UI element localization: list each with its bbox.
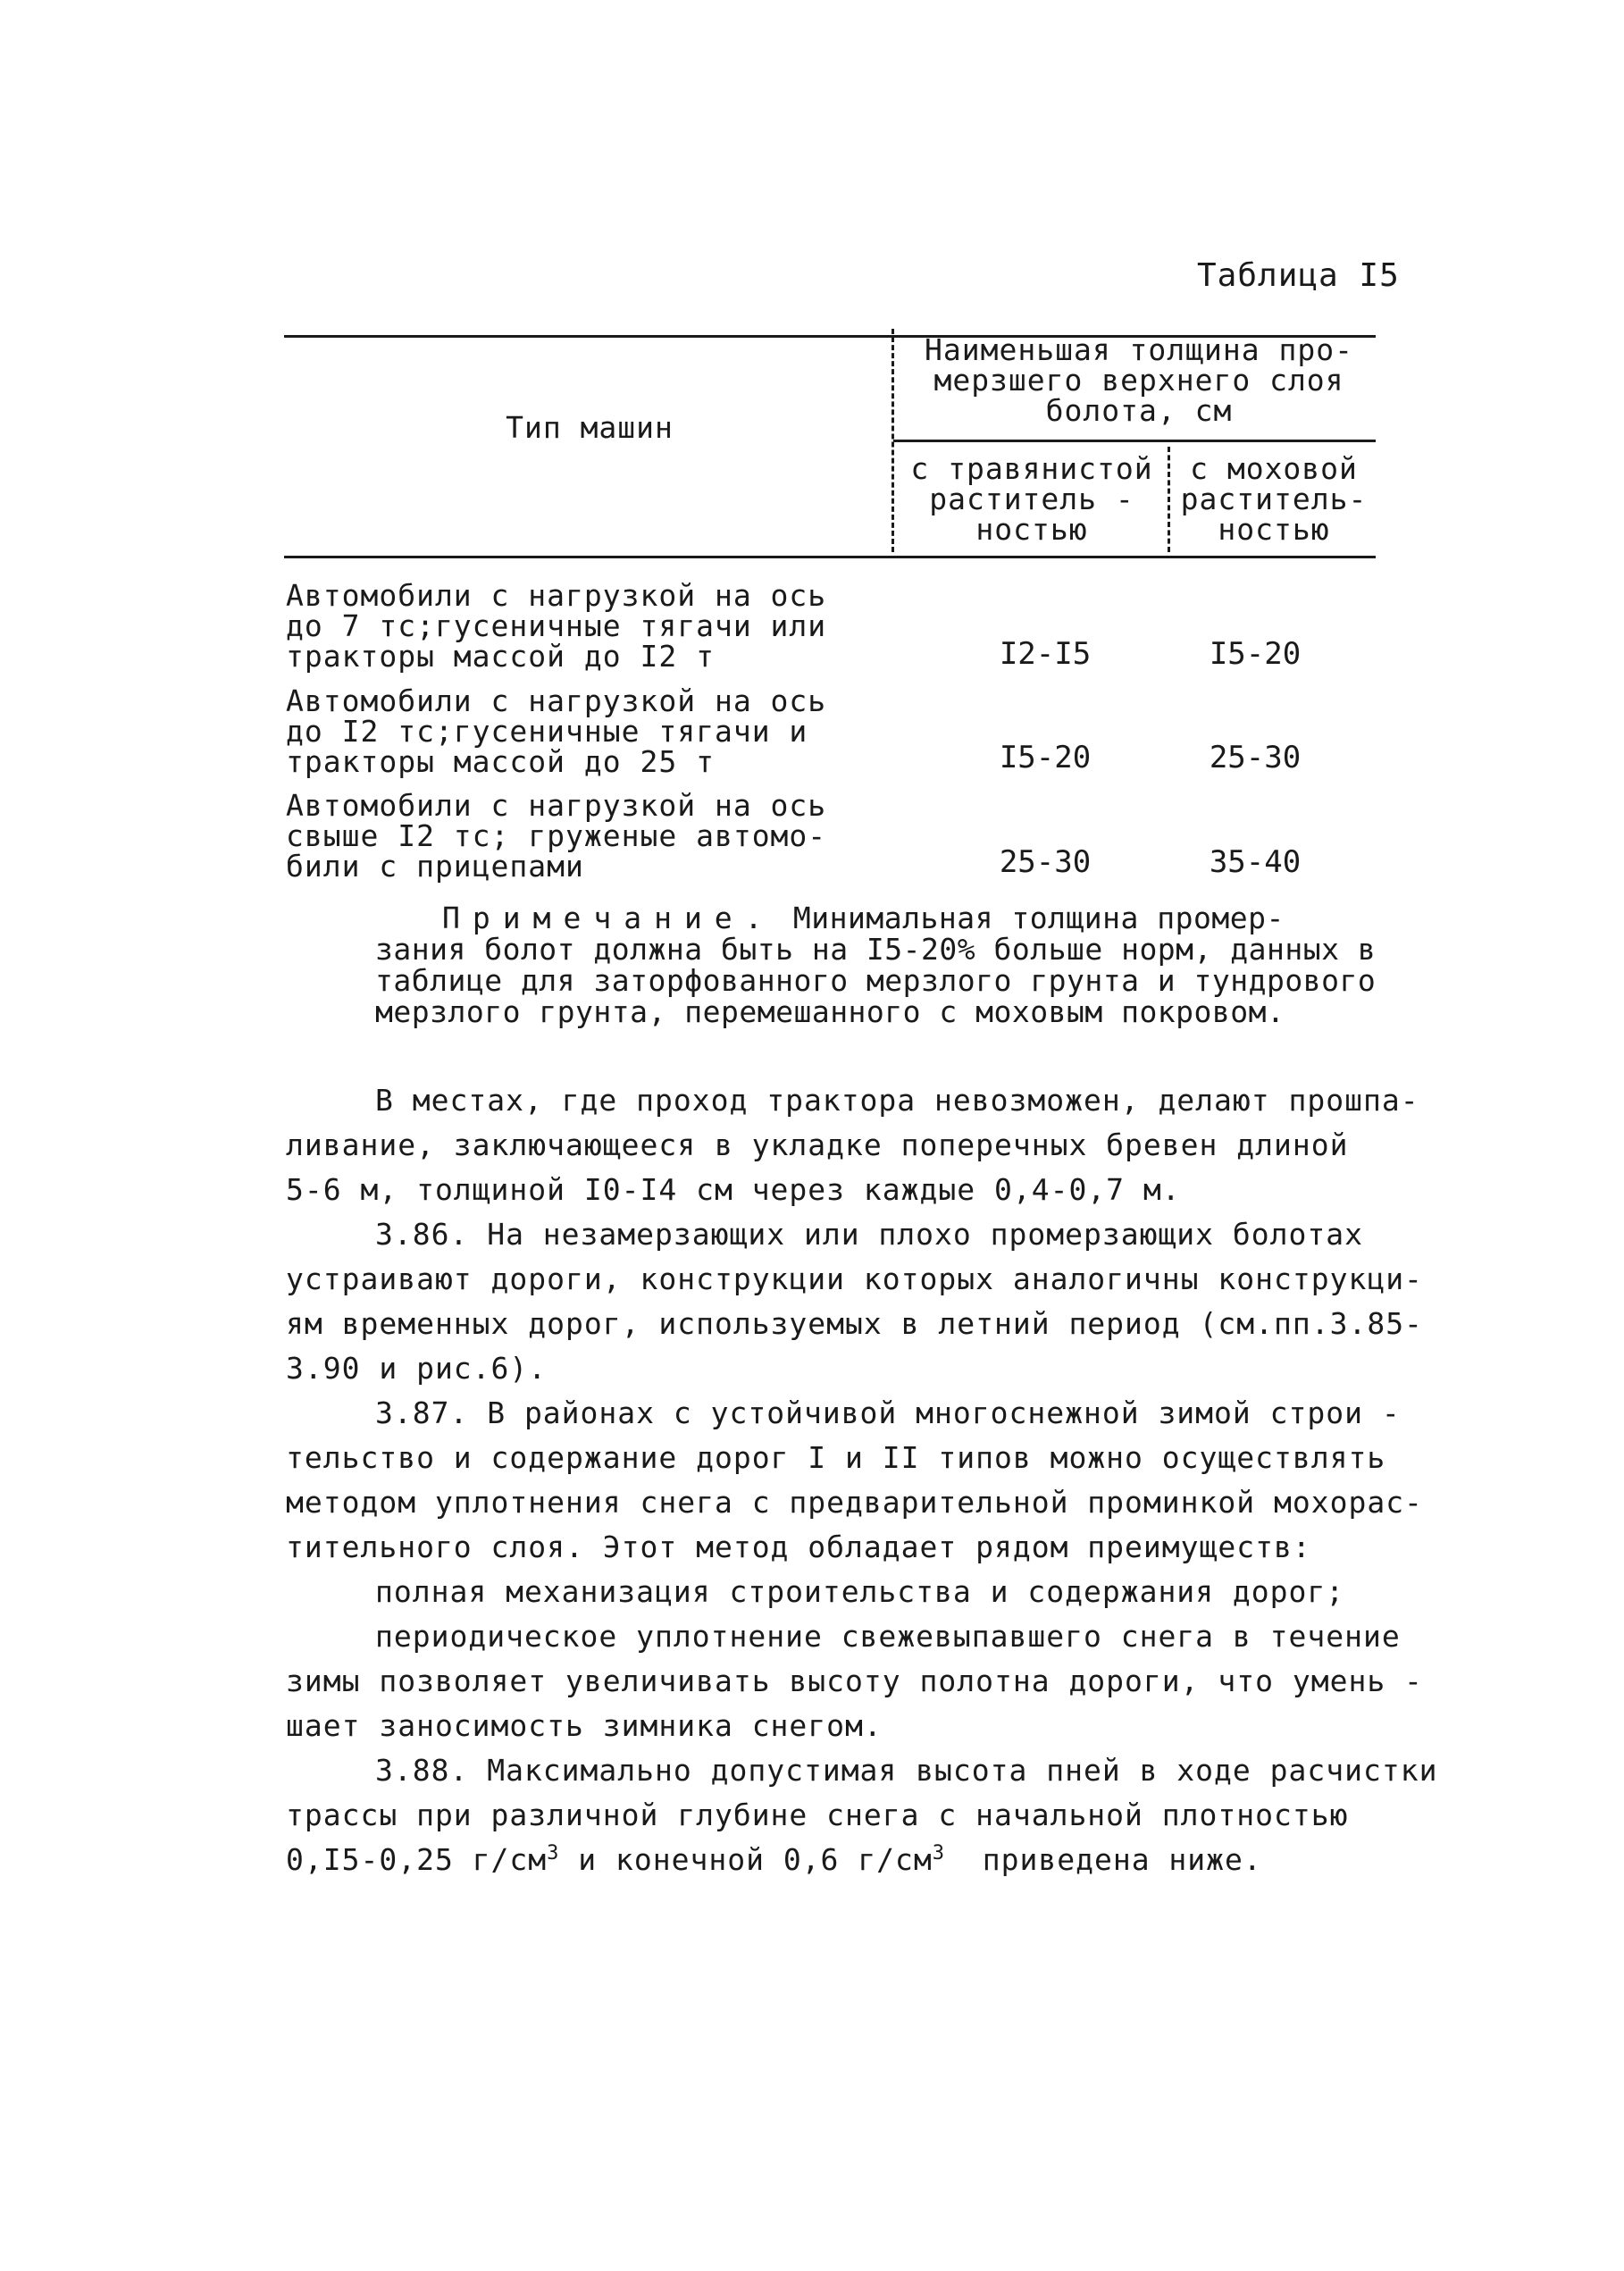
note-first-line [442, 902, 1402, 934]
subheader-vertical-divider [1168, 447, 1170, 552]
paragraph-line: зимы позволяет увеличивать высоту полотна дороги, что умень - [286, 1663, 1423, 1698]
table-row-2-type [286, 683, 840, 779]
row-text-line: до 7 тс;гусеничные тягачи или [286, 608, 827, 643]
row-text-line: до I2 тс;гусеничные тягачи и [286, 714, 808, 749]
table-row-3-grass: 25-30 [999, 844, 1092, 880]
subheader-line: раститель - [929, 482, 1134, 516]
row-text-line: свыше I2 тс; груженые автомо- [286, 818, 827, 853]
paragraph-line: ливание, заключающееся в укладке поперечных бревен длиной [286, 1127, 1349, 1162]
note-line: мерзлого грунта, перемешанного с моховым покровом. [375, 994, 1285, 1029]
table-caption: Таблица I5 [1197, 257, 1400, 294]
subheader-line: с моховой [1190, 451, 1358, 486]
paragraph-line: методом уплотнения снега с предварительной проминкой мохорас- [286, 1485, 1423, 1520]
paragraph-line: В местах, где проход трактора невозможен, делают прошпа- [375, 1083, 1419, 1118]
header-line: мерзшего верхнего слоя [933, 363, 1344, 398]
header-min-thickness [902, 332, 1376, 428]
density-text: приведена ниже. [945, 1842, 1262, 1877]
subheader-grass [898, 451, 1166, 547]
subheader-moss [1172, 451, 1376, 547]
table-row-2-grass: I5-20 [999, 740, 1092, 775]
paragraph-line: 3.87. В районах с устойчивой многоснежной зимой строи - [375, 1395, 1401, 1430]
table-row-1-grass: I2-I5 [999, 636, 1092, 672]
row-text-line: тракторы массой до I2 т [286, 639, 715, 674]
row-text-line: били с прицепами [286, 849, 584, 884]
subheader-line: раститель- [1180, 482, 1368, 516]
header-line: Наименьшая толщина про- [925, 332, 1353, 367]
note-text: Минимальная толщина промер- [774, 901, 1285, 935]
row-text-line: тракторы массой до 25 т [286, 744, 715, 779]
row-text-line: Автомобили с нагрузкой на ось [286, 788, 827, 823]
paragraph-line: устраивают дороги, конструкции которых аналогичны конструкци- [286, 1261, 1423, 1296]
subheader-line: ностью [1218, 512, 1330, 547]
table-row-1-type [286, 578, 840, 674]
header-bottom-rule [284, 556, 1376, 558]
paragraph-line: 5-6 м, толщиной I0-I4 см через каждые 0,4-0,7 м. [286, 1172, 1181, 1207]
header-split-rule [893, 440, 1376, 442]
row-text-line: Автомобили с нагрузкой на ось [286, 578, 827, 613]
paragraph-line: периодическое уплотнение свежевыпавшего снега в течение [375, 1619, 1401, 1654]
paragraph-line: тельство и содержание дорог I и II типов можно осуществлять [286, 1440, 1386, 1475]
paragraph-line: ям временных дорог, используемых в летний период (см.пп.3.85- [286, 1306, 1423, 1341]
table-row-3-type [286, 788, 840, 884]
subheader-line: ностью [975, 512, 1088, 547]
header-line: болота, см [1045, 393, 1233, 428]
paragraph-line: трассы при различной глубине снега с начальной плотностью [286, 1798, 1349, 1832]
paragraph-line: 3.90 и рис.6). [286, 1351, 548, 1386]
paragraph-line: полная механизация строительства и содержания дорог; [375, 1574, 1345, 1609]
paragraph-line: тительного слоя. Этот метод обладает рядом преимуществ: [286, 1529, 1311, 1564]
paragraph-line: 3.88. Максимально допустимая высота пней в ходе расчистки [375, 1753, 1438, 1788]
subheader-line: с травянистой [910, 451, 1153, 486]
density-text: и конечной 0,6 г/см [559, 1842, 933, 1877]
paragraph-line: 3.86. На незамерзающих или плохо промерзающих болотах [375, 1217, 1363, 1252]
header-machine-type: Тип машин [506, 410, 674, 445]
paragraph-line-density [286, 1838, 1411, 1882]
density-text: 0,I5-0,25 г/см [286, 1842, 548, 1877]
superscript: 3 [547, 1842, 560, 1865]
body-text [286, 1078, 1438, 1882]
superscript: 3 [932, 1842, 946, 1865]
note-label: Примечание. [442, 901, 775, 935]
note-line: зания болот должна быть на I5-20% больше норм, данных в [375, 932, 1377, 967]
note-line: таблице для заторфованного мерзлого грунта и тундрового [375, 963, 1377, 998]
row-text-line: Автомобили с нагрузкой на ось [286, 683, 827, 718]
table-row-2-moss: 25-30 [1209, 740, 1302, 775]
table-note [375, 902, 1402, 1027]
paragraph-line: шает заносимость зимника снегом. [286, 1708, 883, 1743]
table-row-3-moss: 35-40 [1209, 844, 1302, 880]
table-row-1-moss: I5-20 [1209, 636, 1302, 672]
